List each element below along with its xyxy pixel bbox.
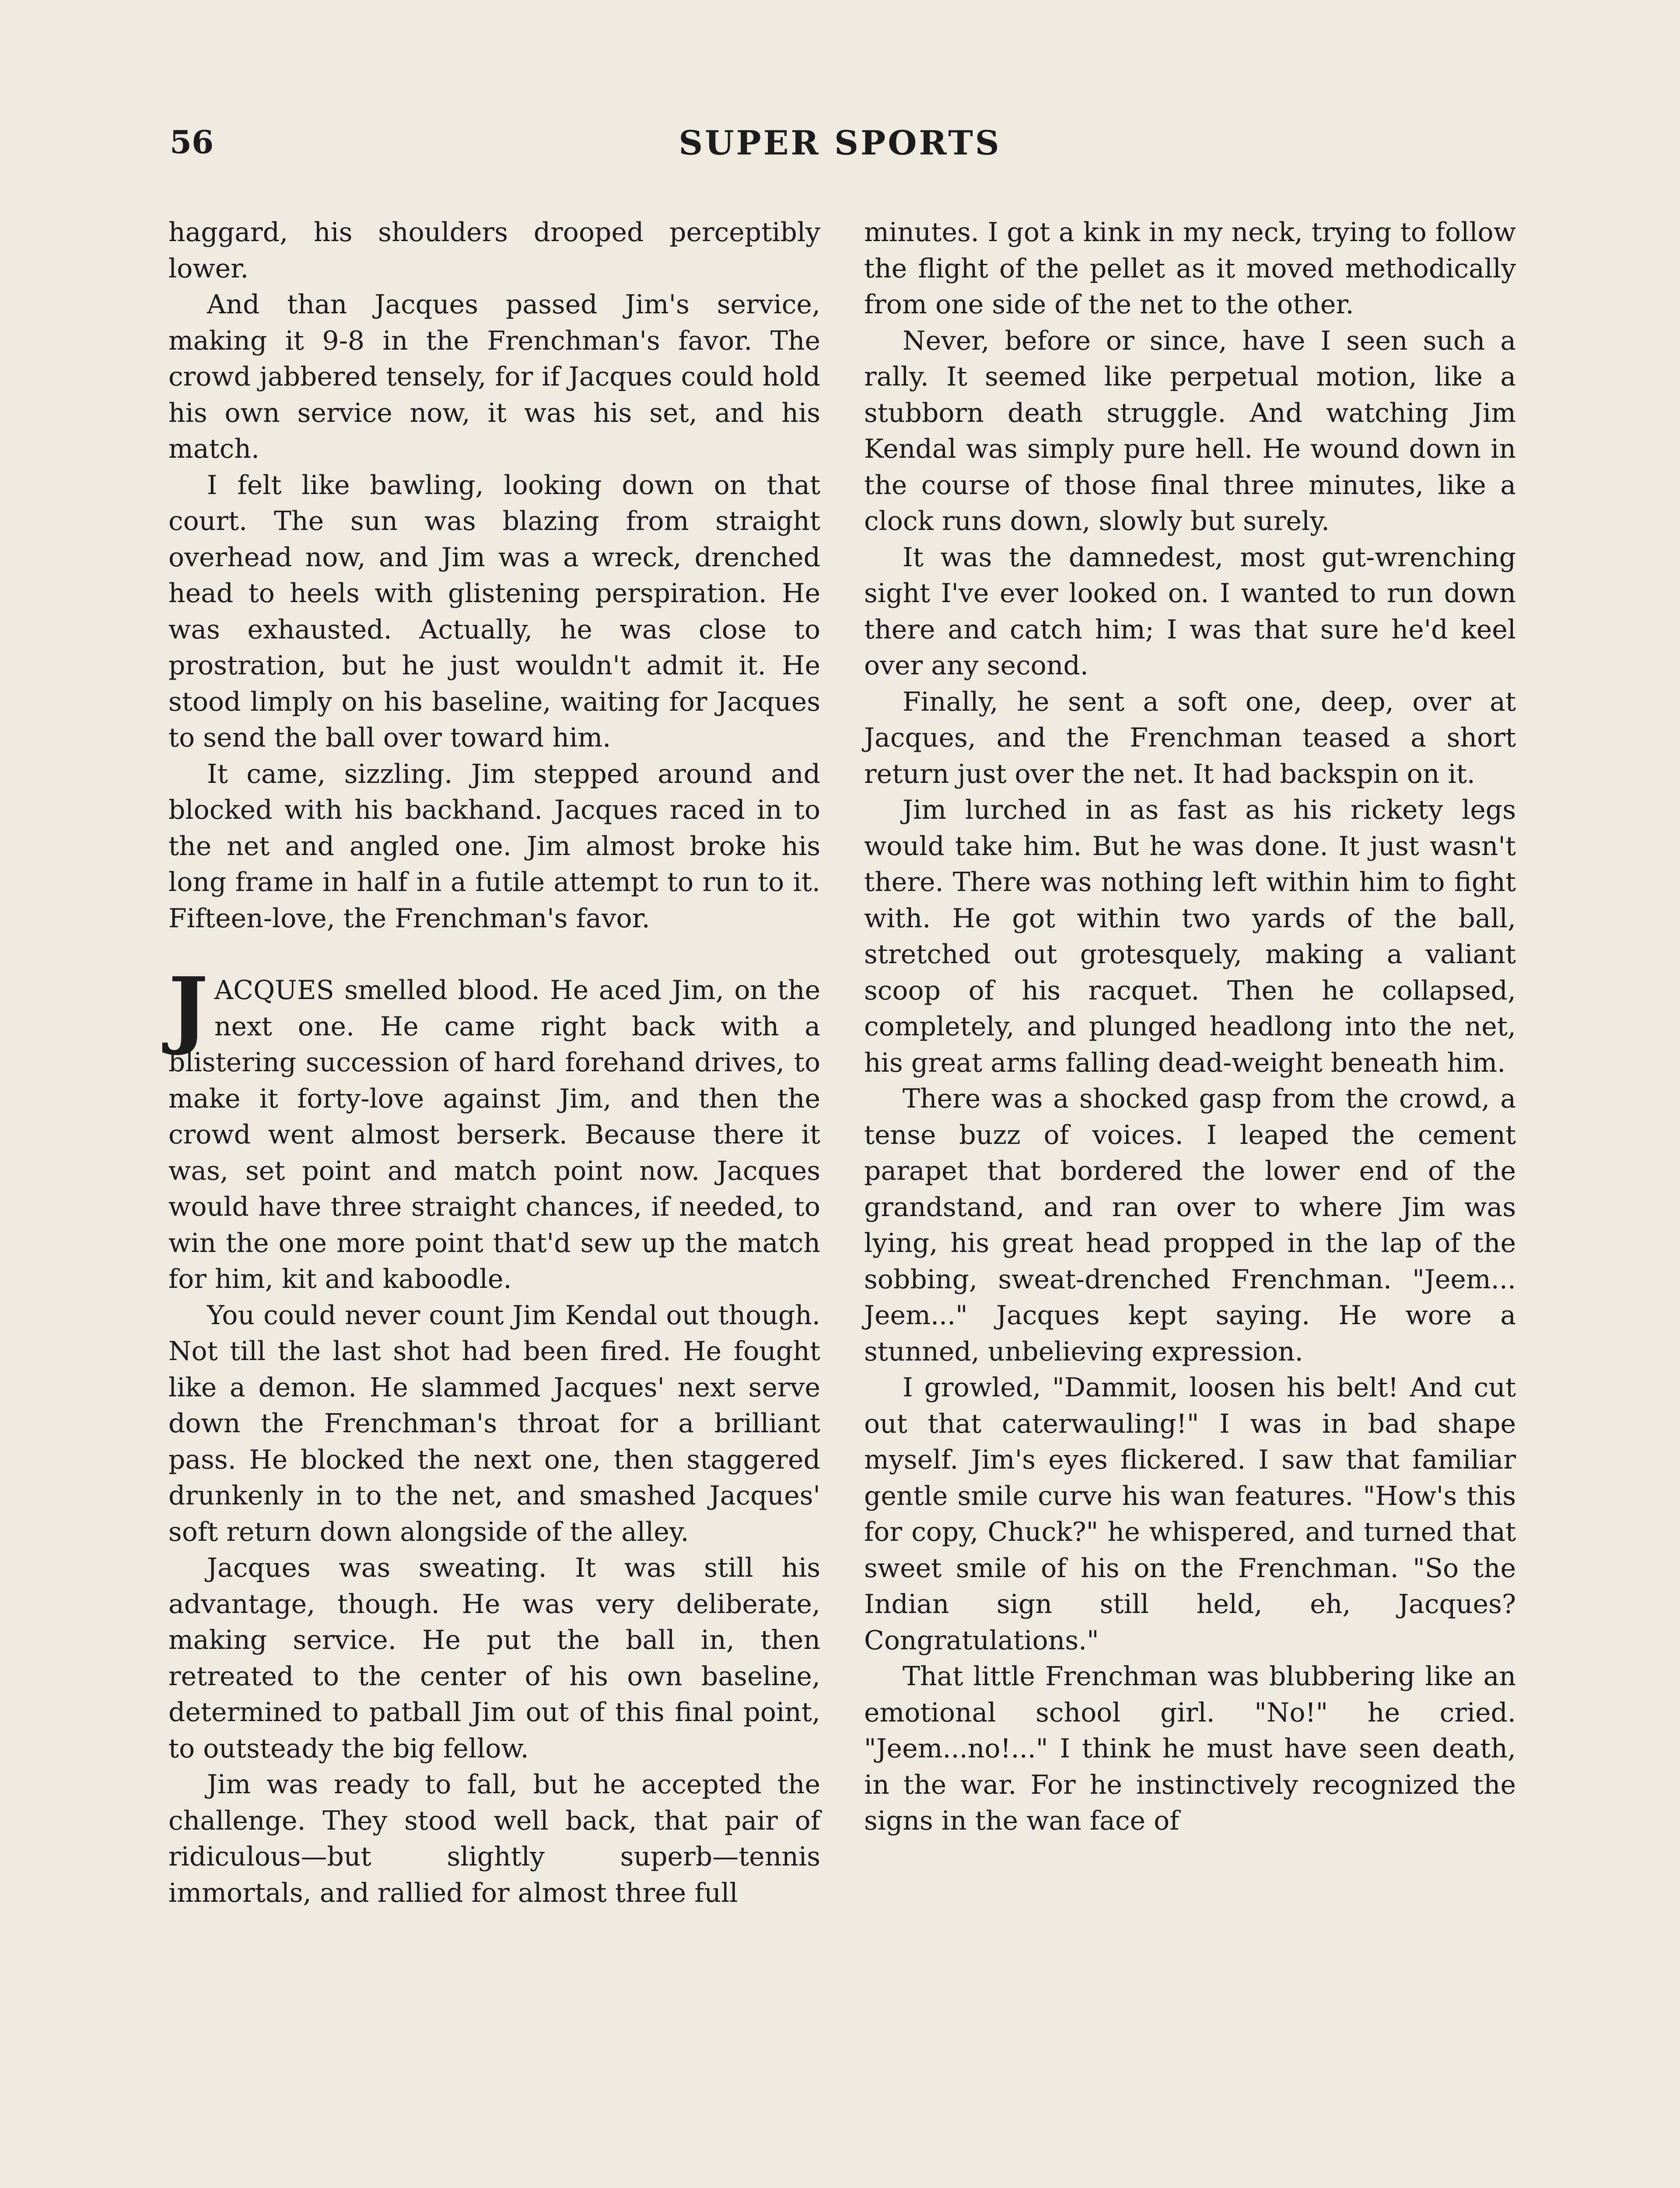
right-column <box>864 214 1516 1839</box>
paragraph: Never, before or since, have I seen such a rally. It seemed like perpetual motion, like a stubborn death struggle. And watching Jim Kendal was simply pure hell. He wound down in the course of those final three minutes, like a clock runs down, slowly but surely. <box>864 325 1516 536</box>
paragraph: Jacques was sweating. It was still his advantage, though. He was very deliberate, making service. He put the ball in, then retreated to the center of his own baseline, determined to patball Jim out of this final point, to outsteady the big fellow. <box>168 1553 820 1764</box>
paragraph: That little Frenchman was blubbering like an emotional school girl. "No!" he cried. "Jeem...no!..." I think he must have seen death, in the war. For he instinctively recognized the signs in the wan face of <box>864 1661 1516 1836</box>
paragraph: minutes. I got a kink in my neck, trying to follow the flight of the pellet as it moved methodically from one side of the net to the other. <box>864 217 1516 320</box>
paragraph: And than Jacques passed Jim's service, making it 9-8 in the Frenchman's favor. The crowd jabbered tensely, for if Jacques could hold his own service now, it was his set, and his match. <box>168 289 820 464</box>
paragraph: You could never count Jim Kendal out though. Not till the last shot had been fired. He fought like a demon. He slammed Jacques' next serve down the Frenchman's throat for a brilliant pass. He blocked the next one, then staggered drunkenly in to the net, and smashed Jacques' soft return down alongside of the alley. <box>168 1300 820 1547</box>
paragraph: It was the damnedest, most gut-wrenching sight I've ever looked on. I wanted to run down there and catch him; I was that sure he'd keel over any second. <box>864 542 1516 681</box>
paragraph: It came, sizzling. Jim stepped around and blocked with his backhand. Jacques raced in to the net and angled one. Jim almost broke his long frame in half in a futile attempt to run to it. Fifteen-love, the Frenchman's favor. <box>168 758 820 934</box>
paragraph: There was a shocked gasp from the crowd, a tense buzz of voices. I leaped the cement parapet that bordered the lower end of the grandstand, and ran over to where Jim was lying, his great head propped in the lap of the sobbing, sweat-drenched Frenchman. "Jeem... Jeem..." Jacques kept saying. He wore a stunned, unbelieving expression. <box>864 1083 1516 1367</box>
paragraph: Jim was ready to fall, but he accepted the challenge. They stood well back, that pair of ridiculous—but slightly superb—tennis immortals, and rallied for almost three full <box>168 1769 820 1908</box>
page-number: 56 <box>170 123 214 161</box>
paragraph-text: ACQUES smelled blood. He aced Jim, on the next one. He came right back with a blistering succession of hard forehand drives, to make it forty-love against Jim, and then the crowd went almost berserk. Because there it was, set point and match point now. Jacques would have three straight chances, if needed, to win the one more point that'd sew up the match for him, kit and kaboodle. <box>168 975 820 1294</box>
paragraph: Jim lurched in as fast as his rickety legs would take him. But he was done. It just wasn't there. There was nothing left within him to fight with. He got within two yards of the ball, stretched out grotesquely, making a valiant scoop of his racquet. Then he collapsed, completely, and plunged headlong into the net, his great arms falling dead-weight beneath him. <box>864 795 1516 1078</box>
section-paragraph <box>168 959 820 1297</box>
paragraph: Finally, he sent a soft one, deep, over at Jacques, and the Frenchman teased a short return just over the net. It had backspin on it. <box>864 686 1516 789</box>
left-column <box>168 214 820 1911</box>
running-head: SUPER SPORTS <box>679 123 1001 162</box>
drop-cap: J <box>168 959 208 1058</box>
paragraph: I felt like bawling, looking down on that court. The sun was blazing from straight overhead now, and Jim was a wreck, drenched head to heels with glistening perspiration. He was exhausted. Actually, he was close to prostration, but he just wouldn't admit it. He stood limply on his baseline, waiting for Jacques to send the ball over toward him. <box>168 470 820 753</box>
paragraph: haggard, his shoulders drooped perceptibly lower. <box>168 217 820 284</box>
paragraph: I growled, "Dammit, loosen his belt! And cut out that caterwauling!" I was in bad shape myself. Jim's eyes flickered. I saw that familiar gentle smile curve his wan features. "How's this for copy, Chuck?" he whispered, and turned that sweet smile of his on the Frenchman. "So the Indian sign still held, eh, Jacques? Congratulations." <box>864 1372 1516 1656</box>
